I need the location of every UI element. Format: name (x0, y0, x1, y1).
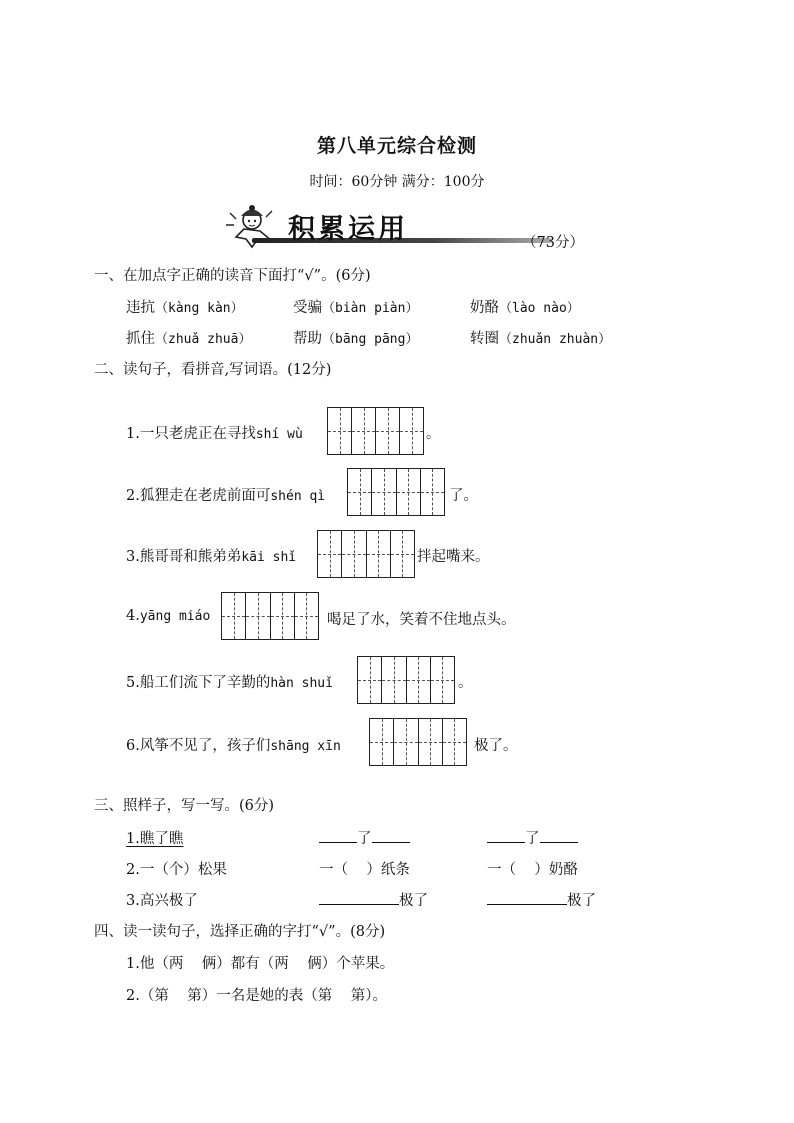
writing-grid-6[interactable] (369, 718, 467, 766)
q2-sentence-3-end: 拌起嘴来。 (417, 549, 490, 565)
q4-line-2: 2.（第 第）一名是她的表（第 第）。 (126, 988, 387, 1004)
question-1-heading: 一、在加点字正确的读音下面打“√”。(6分) (94, 268, 371, 284)
question-3-heading: 三、照样子，写一写。(6分) (94, 798, 275, 814)
q2-sentence-1-end: 。 (426, 426, 441, 442)
q1-item: 抓住（zhuǎ zhuā） (126, 331, 252, 347)
q2-sentence-4: 4.yāng miáo (126, 608, 211, 624)
writing-grid-3[interactable] (317, 530, 415, 578)
q2-sentence-4-end: 喝足了水，笑着不住地点头。 (327, 612, 516, 628)
q3-example-2: 2.一（个）松果 (126, 862, 227, 878)
q1-item: 帮助（bāng pāng） (293, 331, 419, 347)
q3-fill-2a[interactable]: 一（ ）纸条 (319, 862, 410, 878)
q2-sentence-1: 1.一只老虎正在寻找shí wù (126, 426, 303, 442)
q3-fill-1a[interactable]: 了 (319, 827, 410, 848)
q2-sentence-3: 3.熊哥哥和熊弟弟kāi shǐ (126, 549, 297, 565)
q3-example-3: 3.高兴极了 (126, 893, 198, 909)
writing-grid-4[interactable] (221, 592, 319, 640)
q1-item: 奶酪（lào nào） (470, 300, 580, 316)
banner-score: （73分） (522, 235, 584, 251)
q2-sentence-2-end: 了。 (449, 488, 478, 504)
q1-item: 受骗（biàn piàn） (293, 300, 419, 316)
exam-time-and-score: 时间：60分钟 满分：100分 (309, 174, 485, 190)
q2-sentence-2: 2.狐狸走在老虎前面可shén qì (126, 488, 326, 504)
q3-fill-2b[interactable]: 一（ ）奶酪 (487, 862, 578, 878)
writing-grid-1[interactable] (327, 407, 424, 455)
question-2-heading: 二、读句子，看拼音,写词语。(12分) (94, 362, 332, 378)
q2-sentence-5-end: 。 (458, 675, 473, 691)
writing-grid-2[interactable] (347, 468, 445, 516)
question-4-heading: 四、读一读句子，选择正确的字打“√”。(8分) (94, 924, 386, 940)
writing-grid-5[interactable] (357, 656, 455, 704)
q3-fill-3a[interactable]: 极了 (319, 889, 428, 910)
q2-sentence-5: 5.船工们流下了辛勤的hàn shuǐ (126, 675, 333, 691)
q1-item: 转圈（zhuǎn zhuàn） (470, 331, 612, 347)
q4-line-1: 1.他（两 俩）都有（两 俩）个苹果。 (126, 956, 395, 972)
q3-example-1: 1.瞧了瞧 (126, 831, 184, 847)
q2-sentence-6: 6.风筝不见了，孩子们shāng xīn (126, 738, 341, 754)
page-title: 第八单元综合检测 (316, 135, 477, 157)
banner-label: 积累运用 (288, 214, 408, 245)
q1-item: 违抗（kàng kàn） (126, 300, 244, 316)
q2-sentence-6-end: 极了。 (474, 738, 518, 754)
q3-fill-1b[interactable]: 了 (487, 827, 578, 848)
q3-fill-3b[interactable]: 极了 (487, 889, 596, 910)
